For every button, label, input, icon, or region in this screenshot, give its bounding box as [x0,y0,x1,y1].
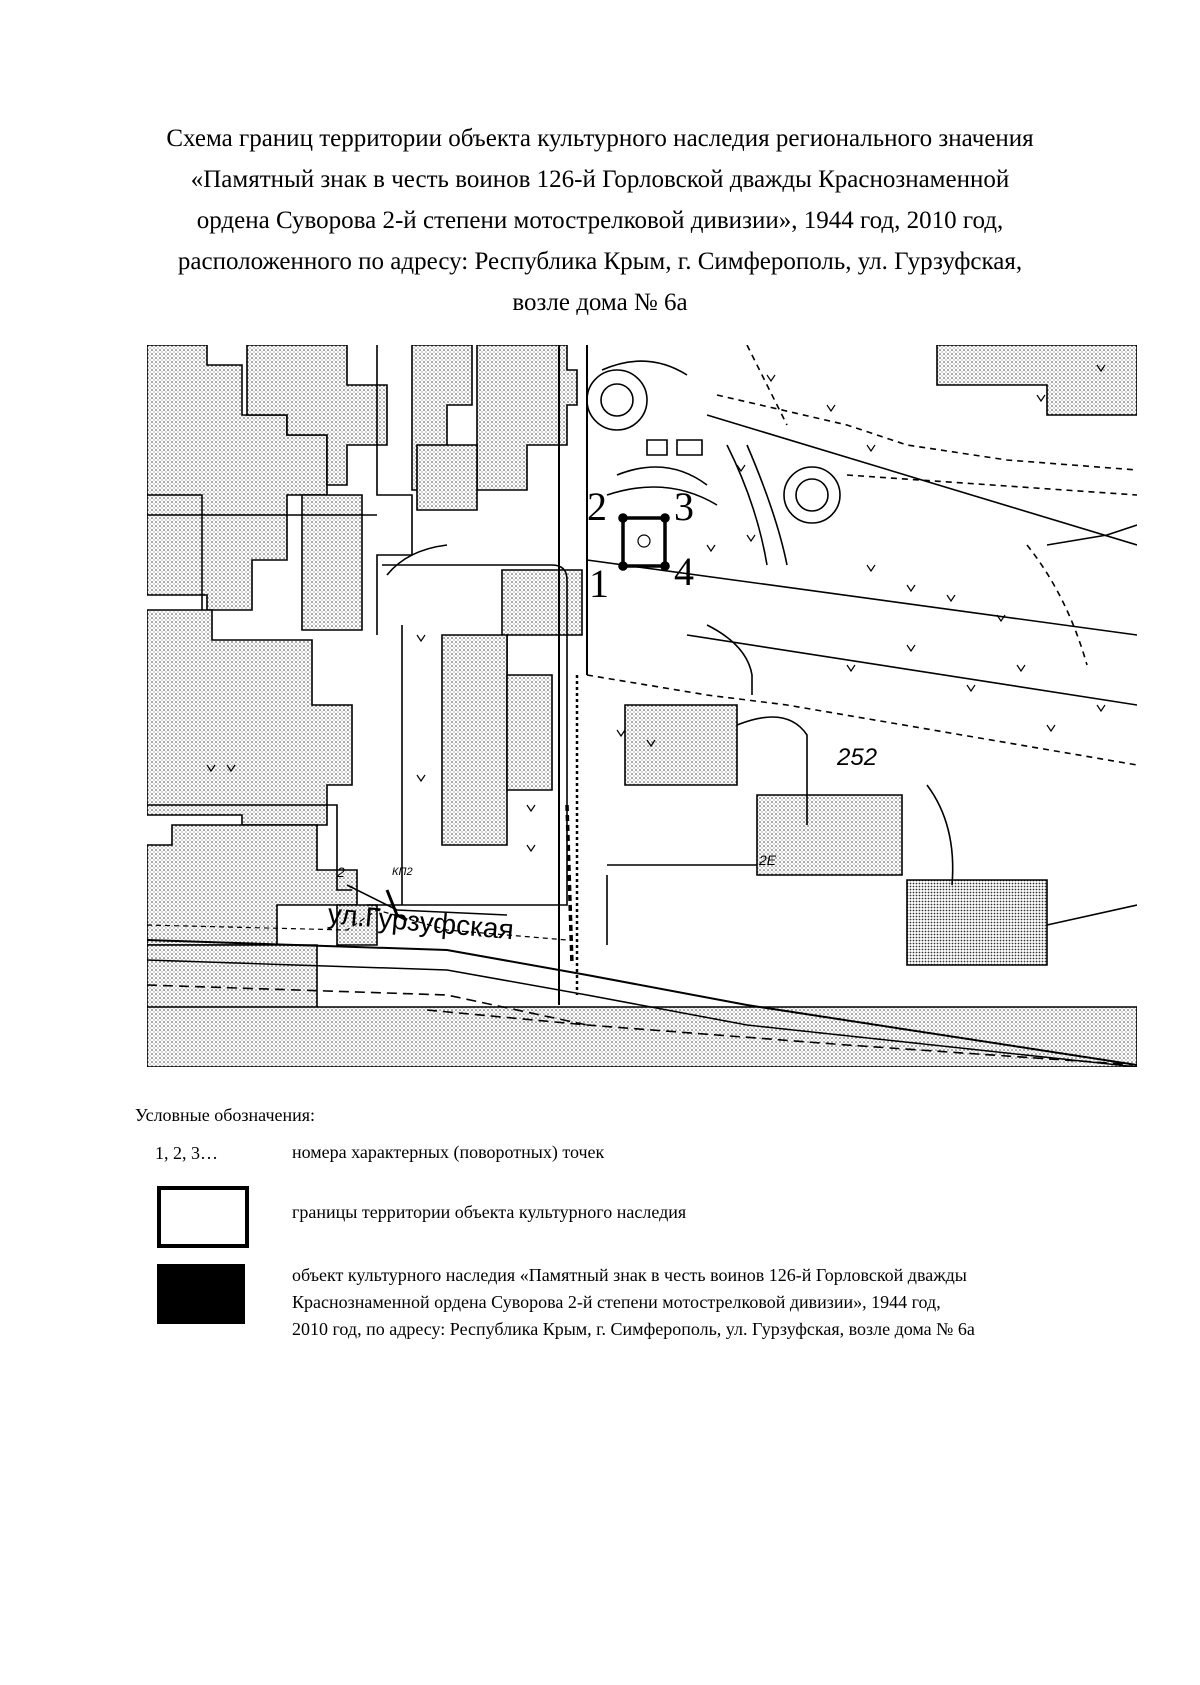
legend-boundary-text: границы территории объекта культурного наследия [292,1202,687,1222]
boundary-point-label-3: 3 [674,484,694,529]
legend-object-line: Краснознаменной ордена Суворова 2-й степени мотострелковой дивизии», 1944 год, [292,1292,941,1312]
title-line: Схема границ территории объекта культурного наследия регионального значения [166,125,1034,152]
legend-object-line: объект культурного наследия «Памятный знак в честь воинов 126-й Горловской дважды [292,1265,967,1285]
building [907,880,1047,965]
title-line: ордена Суворова 2-й степени мотострелковой дивизии», 1944 год, 2010 год, [196,207,1004,234]
legend-heading: Условные обозначения: [135,1105,316,1125]
boundary-point-3 [661,514,669,522]
building [502,570,582,675]
boundary-point-label-4: 4 [674,549,694,594]
building [147,610,352,825]
title-line: возле дома № 6а [512,289,688,316]
building-number-label: 2 [337,864,345,880]
boundary-point-2 [619,514,627,522]
legend-object-swatch [157,1264,245,1324]
legend-points-text: номера характерных (поворотных) точек [292,1142,605,1162]
boundary-point-1 [619,562,627,570]
boundary-point-label-1: 1 [589,561,609,606]
building [417,445,477,510]
building [507,675,552,790]
legend-boundary-swatch [157,1186,249,1248]
document-title [120,118,1080,323]
building [757,795,902,875]
building [477,345,577,490]
street-label: ул.Гурзуфская [326,898,516,946]
building [937,345,1137,415]
building [147,825,357,945]
title-line: расположенного по адресу: Республика Крым, г. Симферополь, ул. Гурзуфская, [177,248,1023,275]
legend-points-key: 1, 2, 3… [155,1143,218,1163]
small-label: КП2 [392,866,413,878]
heritage-boundary [623,518,665,566]
elevation-label: 252 [837,744,878,771]
legend-object-line: 2010 год, по адресу: Республика Крым, г. Симферополь, ул. Гурзуфская, возле дома № 6а [292,1319,975,1339]
boundary-point-4 [661,562,669,570]
site-map [147,345,1137,1067]
building [442,635,507,845]
boundary-point-label-2: 2 [587,484,607,529]
title-line: «Памятный знак в честь воинов 126-й Горловской дважды Краснознаменной [190,166,1010,193]
legend-object-text [292,1262,1142,1343]
building-label: 2Е [759,852,777,868]
building [625,705,737,785]
building [147,1007,1137,1067]
